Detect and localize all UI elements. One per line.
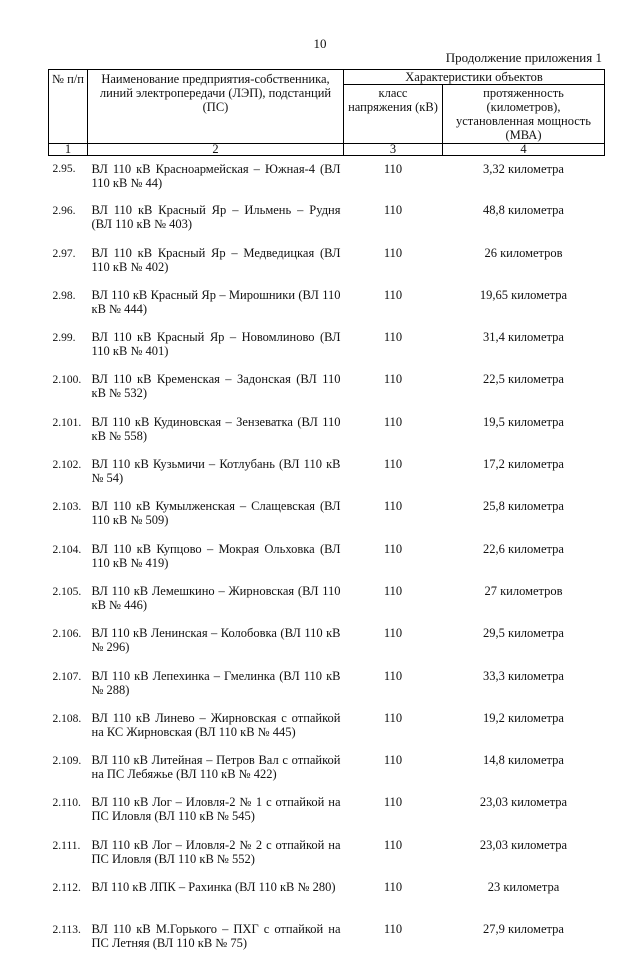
voltage-class: 110 — [383, 372, 403, 387]
row-number: 2.99. — [52, 332, 76, 345]
line-name: ВЛ 110 кВ Лог – Иловля-2 № 1 с отпайкой на ПС Иловля (ВЛ 110 кВ № 545) — [91, 795, 341, 824]
row-number: 2.107. — [52, 670, 82, 683]
voltage-class: 110 — [383, 795, 403, 810]
voltage-class: 110 — [383, 203, 403, 218]
row-number: 2.112. — [52, 882, 81, 895]
line-length: 25,8 километра — [483, 499, 564, 514]
table-row — [49, 286, 605, 328]
table-body — [49, 156, 605, 963]
line-name: ВЛ 110 кВ М.Горького – ПХГ с отпайкой на ПС Летняя (ВЛ 110 кВ № 75) — [91, 922, 341, 951]
row-number: 2.104. — [52, 543, 82, 556]
row-number: 2.109. — [52, 755, 82, 768]
line-name: ВЛ 110 кВ Красный Яр – Медведицкая (ВЛ 110 кВ № 402) — [91, 245, 341, 274]
line-length: 19,2 километра — [483, 710, 564, 725]
line-length: 23 километра — [487, 880, 560, 895]
table-row — [49, 328, 605, 370]
voltage-class: 110 — [383, 541, 403, 556]
line-length: 27,9 километра — [483, 922, 564, 937]
table-row — [49, 751, 605, 793]
table-row — [49, 540, 605, 582]
row-number: 2.105. — [52, 585, 82, 598]
table-row — [49, 156, 605, 202]
voltage-class: 110 — [383, 880, 403, 895]
voltage-class: 110 — [383, 626, 403, 641]
header-length: протяженность (километров), установленная мощность (МВА) — [443, 85, 605, 144]
col-number-2: 2 — [88, 144, 344, 156]
line-length: 19,65 километра — [479, 287, 568, 302]
row-number: 2.110. — [52, 797, 81, 810]
row-number: 2.98. — [52, 289, 76, 302]
voltage-class: 110 — [383, 287, 403, 302]
voltage-class: 110 — [383, 245, 403, 260]
line-length: 33,3 километра — [483, 668, 564, 683]
line-length: 22,6 километра — [483, 541, 564, 556]
col-number-1: 1 — [49, 144, 88, 156]
header-num: № п/п — [49, 70, 88, 144]
row-number: 2.111. — [52, 839, 81, 852]
continuation-note: Продолжение приложения 1 — [445, 50, 602, 65]
line-name: ВЛ 110 кВ Кременская – Задонская (ВЛ 110 кВ № 532) — [91, 372, 341, 401]
line-name: ВЛ 110 кВ Красный Яр – Новомлиново (ВЛ 110 кВ № 401) — [91, 330, 341, 359]
voltage-class: 110 — [383, 710, 403, 725]
table-row — [49, 836, 605, 878]
table-row — [49, 497, 605, 539]
line-name: ВЛ 110 кВ Купцово – Мокрая Ольховка (ВЛ 110 кВ № 419) — [91, 541, 341, 570]
row-number: 2.96. — [52, 205, 76, 218]
line-length: 23,03 километра — [479, 795, 568, 810]
voltage-class: 110 — [383, 330, 403, 345]
line-length: 27 километров — [484, 583, 563, 598]
header-characteristics: Характеристики объектов — [344, 70, 605, 85]
voltage-class: 110 — [383, 668, 403, 683]
line-length: 48,8 километра — [483, 203, 564, 218]
voltage-class: 110 — [383, 753, 403, 768]
line-name: ВЛ 110 кВ Красный Яр – Мирошники (ВЛ 110 кВ № 444) — [91, 287, 341, 316]
row-number: 2.106. — [52, 628, 82, 641]
table-row — [49, 370, 605, 412]
voltage-class: 110 — [383, 499, 403, 514]
table-row — [49, 709, 605, 751]
line-name: ВЛ 110 кВ Кузьмичи – Котлубань (ВЛ 110 кВ № 54) — [91, 457, 341, 486]
table-row — [49, 624, 605, 666]
row-number: 2.97. — [52, 247, 76, 260]
line-length: 19,5 километра — [483, 414, 564, 429]
col-number-3: 3 — [344, 144, 443, 156]
table-row — [49, 920, 605, 962]
line-length: 29,5 километра — [483, 626, 564, 641]
row-number: 2.108. — [52, 712, 82, 725]
line-name: ВЛ 110 кВ Красноармейская – Южная-4 (ВЛ 110 кВ № 44) — [91, 162, 341, 190]
row-number: 2.95. — [52, 163, 76, 175]
line-name: ВЛ 110 кВ ЛПК – Рахинка (ВЛ 110 кВ № 280) — [91, 880, 336, 895]
line-length: 31,4 километра — [483, 330, 564, 345]
table-row — [49, 201, 605, 243]
row-number: 2.101. — [52, 416, 82, 429]
line-name: ВЛ 110 кВ Кумылженская – Слащевская (ВЛ 110 кВ № 509) — [91, 499, 341, 528]
line-name: ВЛ 110 кВ Красный Яр – Ильмень – Рудня (ВЛ 110 кВ № 403) — [91, 203, 341, 232]
objects-table — [48, 69, 605, 963]
line-name: ВЛ 110 кВ Литейная – Петров Вал с отпайкой на ПС Лебяжье (ВЛ 110 кВ № 422) — [91, 753, 341, 782]
header-name: Наименование предприятия-собственника, линий электропередачи (ЛЭП), подстанций (ПС) — [88, 70, 344, 144]
line-name: ВЛ 110 кВ Линево – Жирновская с отпайкой на КС Жирновская (ВЛ 110 кВ № 445) — [91, 710, 341, 739]
voltage-class: 110 — [383, 922, 403, 937]
line-name: ВЛ 110 кВ Ленинская – Колобовка (ВЛ 110 кВ № 296) — [91, 626, 341, 655]
line-name: ВЛ 110 кВ Кудиновская – Зензеватка (ВЛ 110 кВ № 558) — [91, 414, 341, 443]
table-row — [49, 793, 605, 835]
table-row — [49, 455, 605, 497]
table-row — [49, 667, 605, 709]
col-number-4: 4 — [443, 144, 605, 156]
line-length: 22,5 километра — [483, 372, 564, 387]
line-length: 23,03 километра — [479, 837, 568, 852]
voltage-class: 110 — [383, 583, 403, 598]
row-number: 2.113. — [52, 924, 81, 937]
row-number: 2.100. — [52, 374, 82, 387]
row-number: 2.103. — [52, 501, 82, 514]
line-length: 26 километров — [484, 245, 563, 260]
line-length: 14,8 километра — [483, 753, 564, 768]
line-length: 3,32 километра — [483, 162, 564, 176]
table-row — [49, 413, 605, 455]
voltage-class: 110 — [383, 414, 403, 429]
table-row — [49, 878, 605, 920]
line-name: ВЛ 110 кВ Лемешкино – Жирновская (ВЛ 110 кВ № 446) — [91, 583, 341, 612]
line-name: ВЛ 110 кВ Лог – Иловля-2 № 2 с отпайкой на ПС Иловля (ВЛ 110 кВ № 552) — [91, 837, 341, 866]
voltage-class: 110 — [383, 457, 403, 472]
page-number: 10 — [313, 36, 327, 51]
line-name: ВЛ 110 кВ Лепехинка – Гмелинка (ВЛ 110 кВ № 288) — [91, 668, 341, 697]
table-row — [49, 582, 605, 624]
line-length: 17,2 километра — [483, 457, 564, 472]
table-row — [49, 244, 605, 286]
row-number: 2.102. — [52, 459, 82, 472]
voltage-class: 110 — [383, 837, 403, 852]
voltage-class: 110 — [383, 162, 403, 176]
header-voltage: класс напряжения (кВ) — [344, 85, 443, 144]
